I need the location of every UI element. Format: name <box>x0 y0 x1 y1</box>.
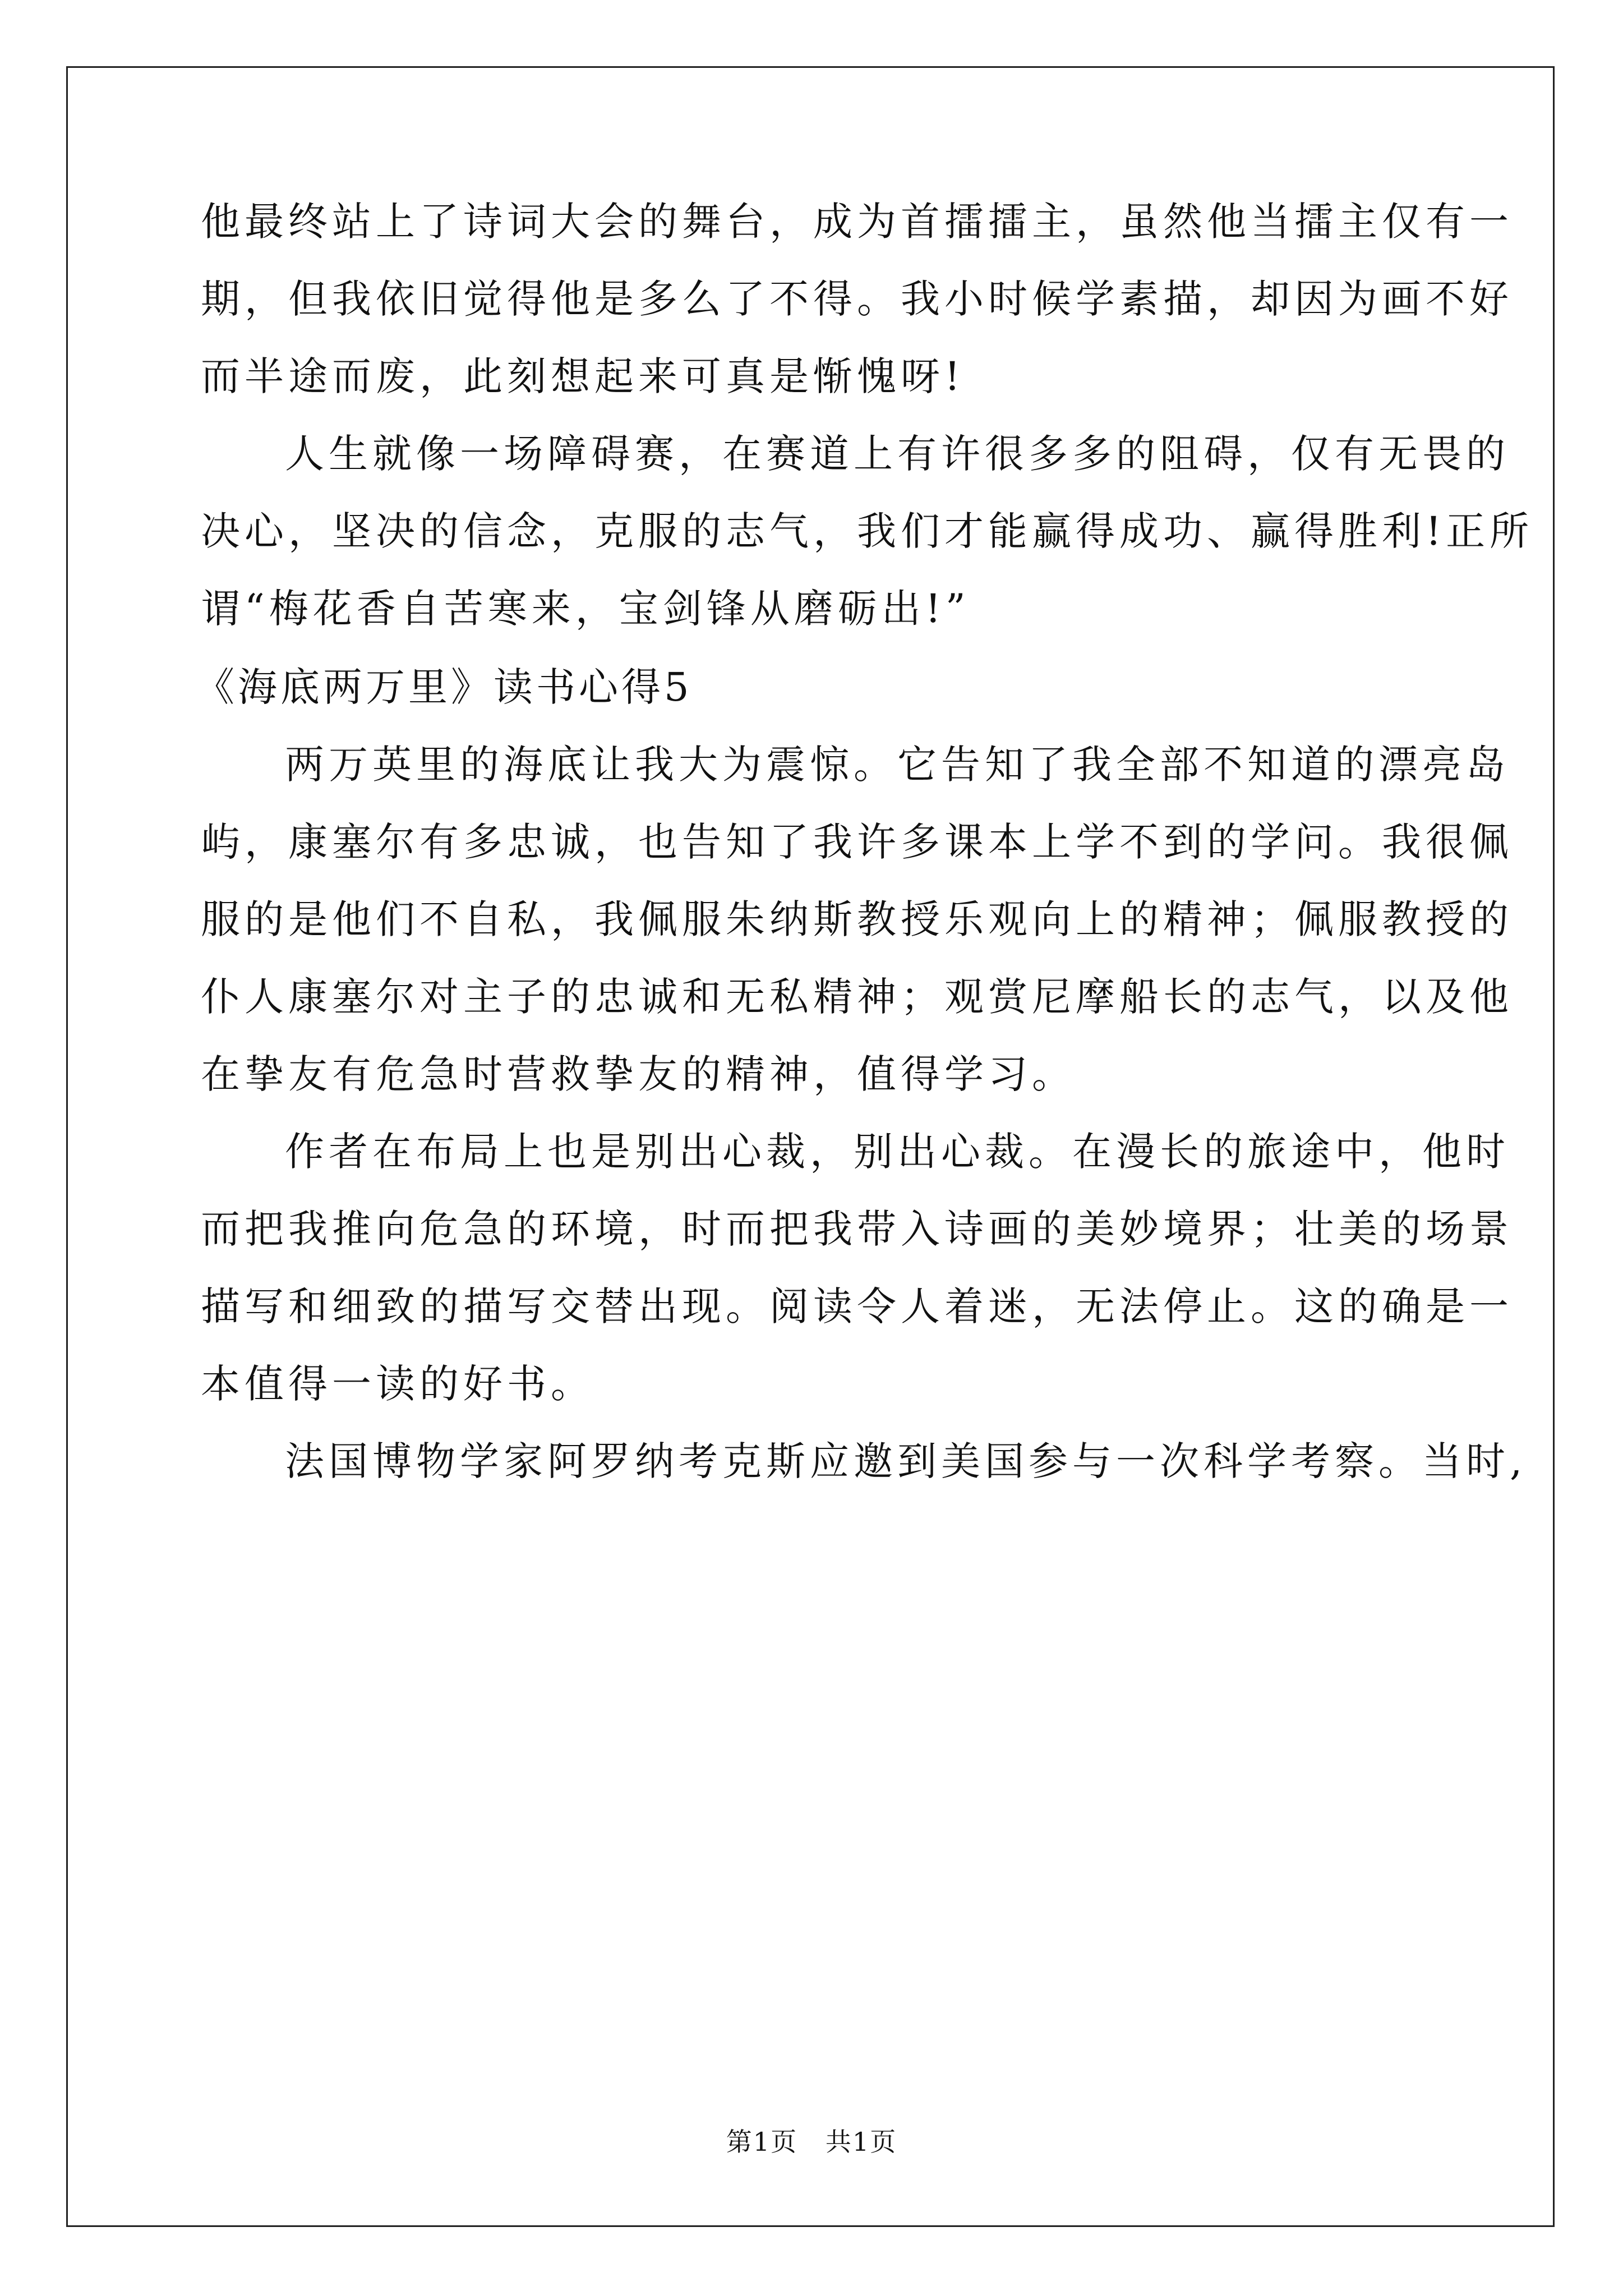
paragraph-3-line-2: 屿，康塞尔有多忠诚，也告知了我许多课本上学不到的学问。我很佩 <box>201 819 1513 865</box>
paragraph-4-line-4: 本值得一读的好书。 <box>201 1361 594 1407</box>
paragraph-2-line-3: 谓“梅花香自苦寒来，宝剑锋从磨砺出!” <box>201 586 970 632</box>
paragraph-3-line-3: 服的是他们不自私，我佩服朱纳斯教授乐观向上的精神；佩服教授的 <box>201 896 1513 942</box>
paragraph-2-line-2: 决心，坚决的信念，克服的志气，我们才能赢得成功、赢得胜利!正所 <box>201 508 1534 554</box>
paragraph-1-line-2: 期，但我依旧觉得他是多么了不得。我小时候学素描，却因为画不好 <box>201 276 1513 322</box>
paragraph-4-line-1: 作者在布局上也是别出心裁，别出心裁。在漫长的旅途中，他时 <box>285 1129 1510 1175</box>
page-footer: 第1页 共1页 <box>726 2127 897 2157</box>
paragraph-1-line-3: 而半途而废，此刻想起来可真是惭愧呀! <box>201 353 965 399</box>
paragraph-4-line-3: 描写和细致的描写交替出现。阅读令人着迷，无法停止。这的确是一 <box>201 1283 1513 1329</box>
section-heading: 《海底两万里》读书心得5 <box>195 664 693 710</box>
paragraph-2-line-1: 人生就像一场障碍赛，在赛道上有许很多多的阻碍，仅有无畏的 <box>285 431 1510 477</box>
paragraph-5-line-1: 法国博物学家阿罗纳考克斯应邀到美国参与一次科学考察。当时, <box>285 1438 1527 1484</box>
paragraph-3-line-5: 在挚友有危急时营救挚友的精神，值得学习。 <box>201 1051 1076 1097</box>
paragraph-1-line-1: 他最终站上了诗词大会的舞台，成为首擂擂主，虽然他当擂主仅有一 <box>201 199 1513 245</box>
paragraph-3-line-4: 仆人康塞尔对主子的忠诚和无私精神；观赏尼摩船长的志气，以及他 <box>201 974 1513 1020</box>
paragraph-3-line-1: 两万英里的海底让我大为震惊。它告知了我全部不知道的漂亮岛 <box>285 742 1510 788</box>
paragraph-4-line-2: 而把我推向危急的环境，时而把我带入诗画的美妙境界；壮美的场景 <box>201 1206 1513 1252</box>
